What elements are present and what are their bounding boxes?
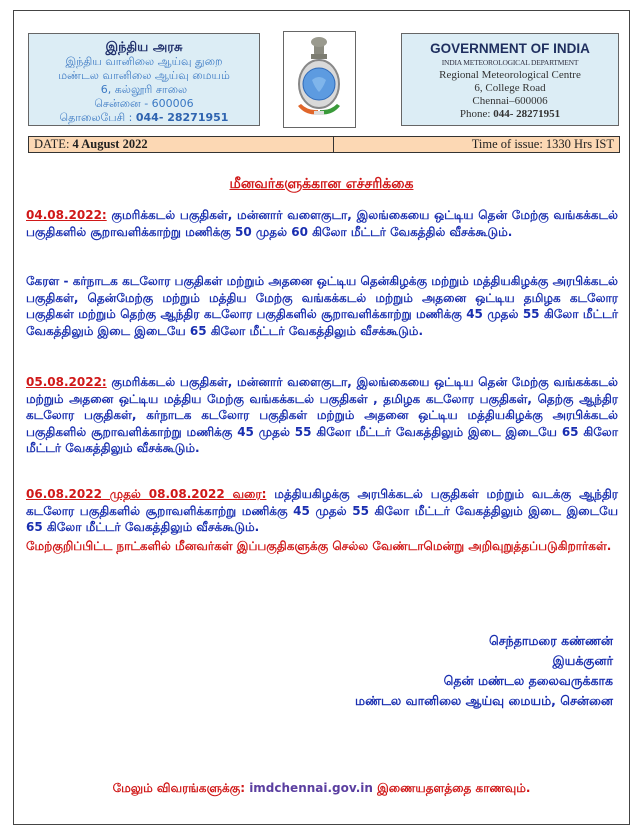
warning-date: 06.08.2022 முதல் 08.08.2022 வரை:: [26, 487, 267, 501]
issue-time: Time of issue: 1330 Hrs IST: [471, 137, 614, 151]
advisory-text: மேற்குறிப்பிட்ட நாட்களில் மீனவர்கள் இப்பகுதிகளுக்கு செல்ல வேண்டாமென்று அறிவுறுத்தப்படுகிறார்கள்.: [26, 539, 612, 553]
website-link[interactable]: imdchennai.gov.in: [249, 781, 373, 795]
tamil-dept-line: இந்திய வானிலை ஆய்வு துறை: [65, 55, 223, 68]
tamil-govt-title: இந்திய அரசு: [105, 40, 183, 55]
warning-paragraph-4: [26, 486, 618, 536]
issue-date: [29, 137, 334, 152]
warning-paragraph-1: [26, 207, 618, 240]
tamil-address-line: 6, கல்லூரி சாலை: [100, 83, 188, 96]
tamil-phone-number: 044- 28271951: [135, 111, 229, 124]
warning-text: குமரிக்கடல் பகுதிகள், மன்னார் வளைகுடா, இலங்கையை ஒட்டிய தென் மேற்கு வங்கக்கடல் பகுதிகளில் சூறாவளிக்காற்று மணிக்கு 50 முதல் 60 கிலோ மீட்டர் வேகத்தில் வீசக்கூடும்.: [26, 208, 618, 239]
english-centre-line: Regional Meteorological Centre: [439, 69, 581, 81]
footer-suffix: இணையதளத்தை காணவும்.: [372, 781, 531, 795]
signatory-on-behalf: தென் மண்டல தலைவருக்காக: [443, 673, 613, 688]
tamil-header-box: [28, 33, 260, 126]
warning-date: 04.08.2022:: [26, 208, 107, 222]
imd-emblem-icon: [284, 32, 354, 126]
english-phone-label: Phone:: [459, 108, 494, 120]
english-address-line: 6, College Road: [474, 82, 546, 94]
signatory-office: மண்டல வானிலை ஆய்வு மையம், சென்னை: [355, 693, 613, 708]
tamil-centre-line: மண்டல வானிலை ஆய்வு மையம்: [58, 69, 230, 82]
tamil-city-line: சென்னை - 600006: [94, 97, 194, 110]
english-phone-line: [402, 108, 618, 121]
document-page: [13, 10, 630, 825]
english-city-line: Chennai–600006: [472, 95, 548, 107]
english-govt-title: GOVERNMENT OF INDIA: [430, 41, 590, 56]
imd-emblem: [283, 31, 356, 128]
tamil-phone-label: தொலைபேசி :: [59, 111, 136, 124]
signatory-designation: இயக்குனர்: [552, 653, 613, 668]
date-label: DATE:: [34, 137, 73, 151]
english-phone-number: 044- 28271951: [493, 108, 561, 120]
warning-paragraph-3: [26, 374, 618, 457]
warning-text: கேரள - கர்நாடக கடலோர பகுதிகள் மற்றும் அதனை ஒட்டிய தென்கிழக்கு மற்றும் மத்தியகிழக்கு அரபிக்கடல் பகுதிகள், தென்மேற்கு மற்றும் மத்திய மேற்கு வங்கக்கடல் மற்றும் அதனை ஒட்டிய தமிழக கடலோர பகுதிகள் மற்றும் தெற்கு ஆந்திர கடலோர பகுதிகளில் சூறாவளிக்காற்று மணிக்கு 45 முதல் 55 கிலோ மீட்டர் வேகத்திலும் இடை இடையே 65 கிலோ மீட்டர் வேகத்திலும் வீசக்கூடும்.: [26, 274, 618, 338]
warning-paragraph-2: [26, 273, 618, 339]
warning-text: மத்தியகிழக்கு அரபிக்கடல் பகுதிகள் மற்றும் வடக்கு ஆந்திர கடலோர பகுதிகளில் சூறாவளிக்காற்று மணிக்கு 45 முதல் 55 கிலோ மீட்டர் வேகத்திலும் இடை இடையே 65 கிலோ மீட்டர் வேகத்திலும் வீசக்கூடும்.: [26, 487, 618, 534]
date-value: 4 August 2022: [72, 137, 148, 151]
date-bar: [28, 136, 620, 153]
footer-prefix: மேலும் விவரங்களுக்கு:: [112, 781, 250, 795]
tamil-phone-line: [29, 111, 259, 125]
footer-note: [14, 781, 629, 797]
advisory-paragraph: [26, 538, 618, 555]
page-title: மீனவர்களுக்கான எச்சரிக்கை: [229, 176, 414, 192]
signatory-name: செந்தாமரை கண்ணன்: [489, 633, 613, 648]
warning-text: குமரிக்கடல் பகுதிகள், மன்னார் வளைகுடா, இலங்கையை ஒட்டிய தென் மேற்கு வங்கக்கடல் மற்றும் அதனை ஒட்டிய மத்திய மேற்கு வங்கக்கடல் பகுதிகள் , தமிழக கடலோர பகுதிகள், தெற்கு ஆந்திர கடலோர பகுதிகள், கர்நாடக கடலோர பகுதிகள் மற்றும் அதனை ஒட்டிய மத்தியகிழக்கு அரபிக்கடல் பகுதிகளில் சூறாவளிக்காற்று மணிக்கு 45 முதல் 55 கிலோ மீட்டர் வேகத்திலும் இடை இடையே 65 கிலோ மீட்டர் வேகத்திலும் வீசக்கூடும்.: [26, 375, 618, 455]
signature-block: [355, 631, 613, 711]
english-header-box: [401, 33, 619, 126]
warning-date: 05.08.2022:: [26, 375, 107, 389]
english-dept-line: INDIA METEOROLOGICAL DEPARTMENT: [441, 58, 579, 67]
